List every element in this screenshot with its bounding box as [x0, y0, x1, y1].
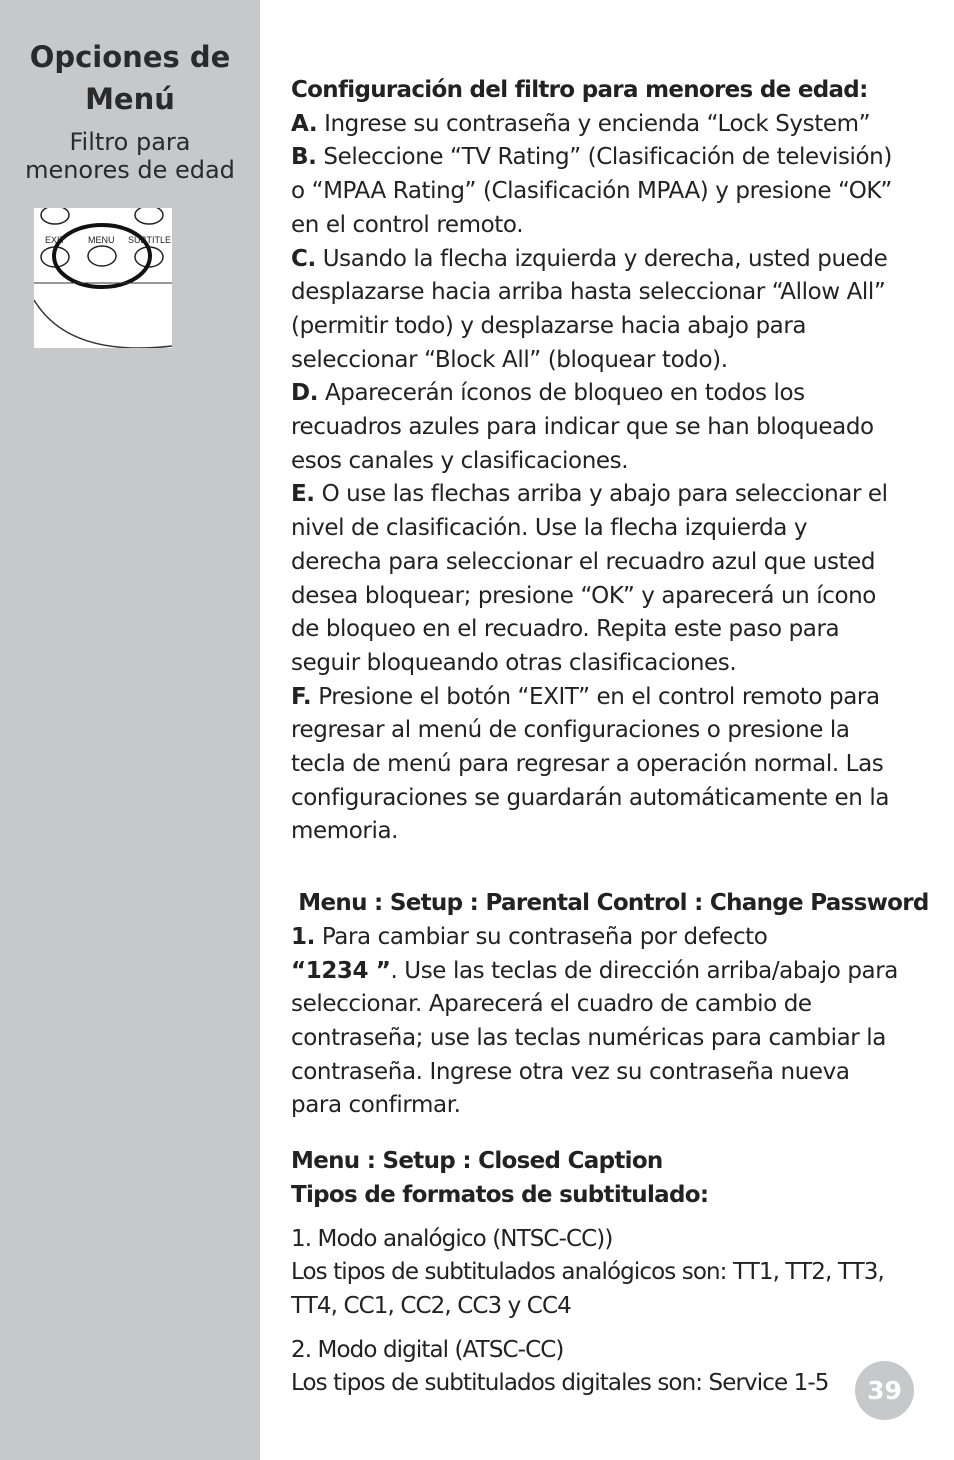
step-letter: E.: [291, 481, 315, 508]
parental-heading: Configuración del filtro para menores de edad:: [291, 77, 868, 103]
analog-mode-title: 1. Modo analógico (NTSC-CC)): [291, 1225, 613, 1252]
step-e: [291, 478, 903, 680]
step-a: [291, 108, 903, 142]
section-title-line2: Menú: [85, 82, 175, 116]
password-step-number: 1.: [291, 923, 315, 950]
step-letter: D.: [291, 380, 319, 407]
remote-button-top-right: [135, 208, 163, 224]
section-subtitle-line1: Filtro para: [69, 128, 191, 156]
step-c: [291, 243, 903, 378]
remote-drawing: [34, 208, 172, 348]
remote-body-curve: [34, 300, 172, 348]
remote-illustration: [34, 208, 172, 348]
step-letter: A.: [291, 110, 318, 137]
section-subtitle: [0, 128, 260, 184]
password-step: [291, 921, 903, 1123]
digital-mode-text: Los tipos de subtitulados digitales son: Service 1-5: [291, 1370, 829, 1397]
analog-mode-text: Los tipos de subtitulados analógicos son: TT1, TT2, TT3, TT4, CC1, CC2, CC3 y CC4: [291, 1259, 884, 1319]
spacer: [291, 1324, 903, 1334]
step-text: Presione el botón “EXIT” en el control remoto para regresar al menú de configuraciones o presione la tecla de menú para regresar a operación normal. Las configuraciones se guardarán automáticamente en la memoria.: [291, 683, 890, 845]
remote-menu-button: [88, 246, 116, 266]
remote-label-subtitle: SUBTITLE: [128, 235, 172, 245]
step-letter: C.: [291, 245, 316, 272]
remote-label-menu: MENU: [88, 235, 115, 245]
spacer: [291, 1213, 903, 1223]
captions-heading: Menu : Setup : Closed Caption: [291, 1148, 663, 1175]
step-b: [291, 141, 903, 242]
section-title-line1: Opciones de: [29, 40, 231, 74]
password-text-b: . Use las teclas de dirección arriba/abajo para seleccionar. Aparecerá el cuadro de cambio de contraseña; use las teclas numéricas para cambiar la contraseña. Ingrese otra vez su contraseña nueva para confirmar.: [291, 957, 898, 1119]
step-d: [291, 377, 903, 478]
step-text: Seleccione “TV Rating” (Clasificación de televisión) o “MPAA Rating” (Clasificación MPAA) y presione “OK” en el control remoto.: [291, 144, 892, 238]
default-password: “1234 ”: [291, 957, 391, 984]
sidebar: [0, 0, 260, 1460]
page-number-badge: 39: [855, 1361, 914, 1420]
step-letter: F.: [291, 683, 312, 710]
password-heading: Menu : Setup : Parental Control : Change Password: [291, 890, 929, 917]
step-text: Usando la flecha izquierda y derecha, usted puede desplazarse hacia arriba hasta seleccionar “Allow All” (permitir todo) y desplazarse hacia abajo para seleccionar “Block All” (bloquear todo).: [291, 245, 888, 373]
main-content: [291, 74, 929, 1401]
remote-label-exit: EXIT: [45, 235, 66, 245]
password-text-a: Para cambiar su contraseña por defecto: [314, 923, 768, 950]
digital-mode-title: 2. Modo digital (ATSC-CC): [291, 1336, 564, 1363]
spacer: [291, 849, 903, 887]
step-text: O use las flechas arriba y abajo para seleccionar el nivel de clasificación. Use la flecha izquierda y derecha para seleccionar el recuadro azul que usted desea bloquear; presione “OK” y aparecerá un ícono de bloqueo en el recuadro. Repita este paso para seguir bloqueando otras clasificaciones.: [291, 481, 888, 676]
step-letter: B.: [291, 144, 317, 171]
remote-button-top-left: [41, 208, 69, 224]
section-title: [0, 36, 260, 120]
captions-subheading: Tipos de formatos de subtitulado:: [291, 1181, 709, 1208]
step-text: Ingrese su contraseña y encienda “Lock System”: [317, 110, 871, 137]
step-text: Aparecerán íconos de bloqueo en todos los recuadros azules para indicar que se han bloqueado esos canales y clasificaciones.: [291, 380, 874, 474]
step-f: [291, 681, 903, 850]
section-subtitle-line2: menores de edad: [25, 156, 235, 184]
spacer: [291, 1123, 903, 1145]
